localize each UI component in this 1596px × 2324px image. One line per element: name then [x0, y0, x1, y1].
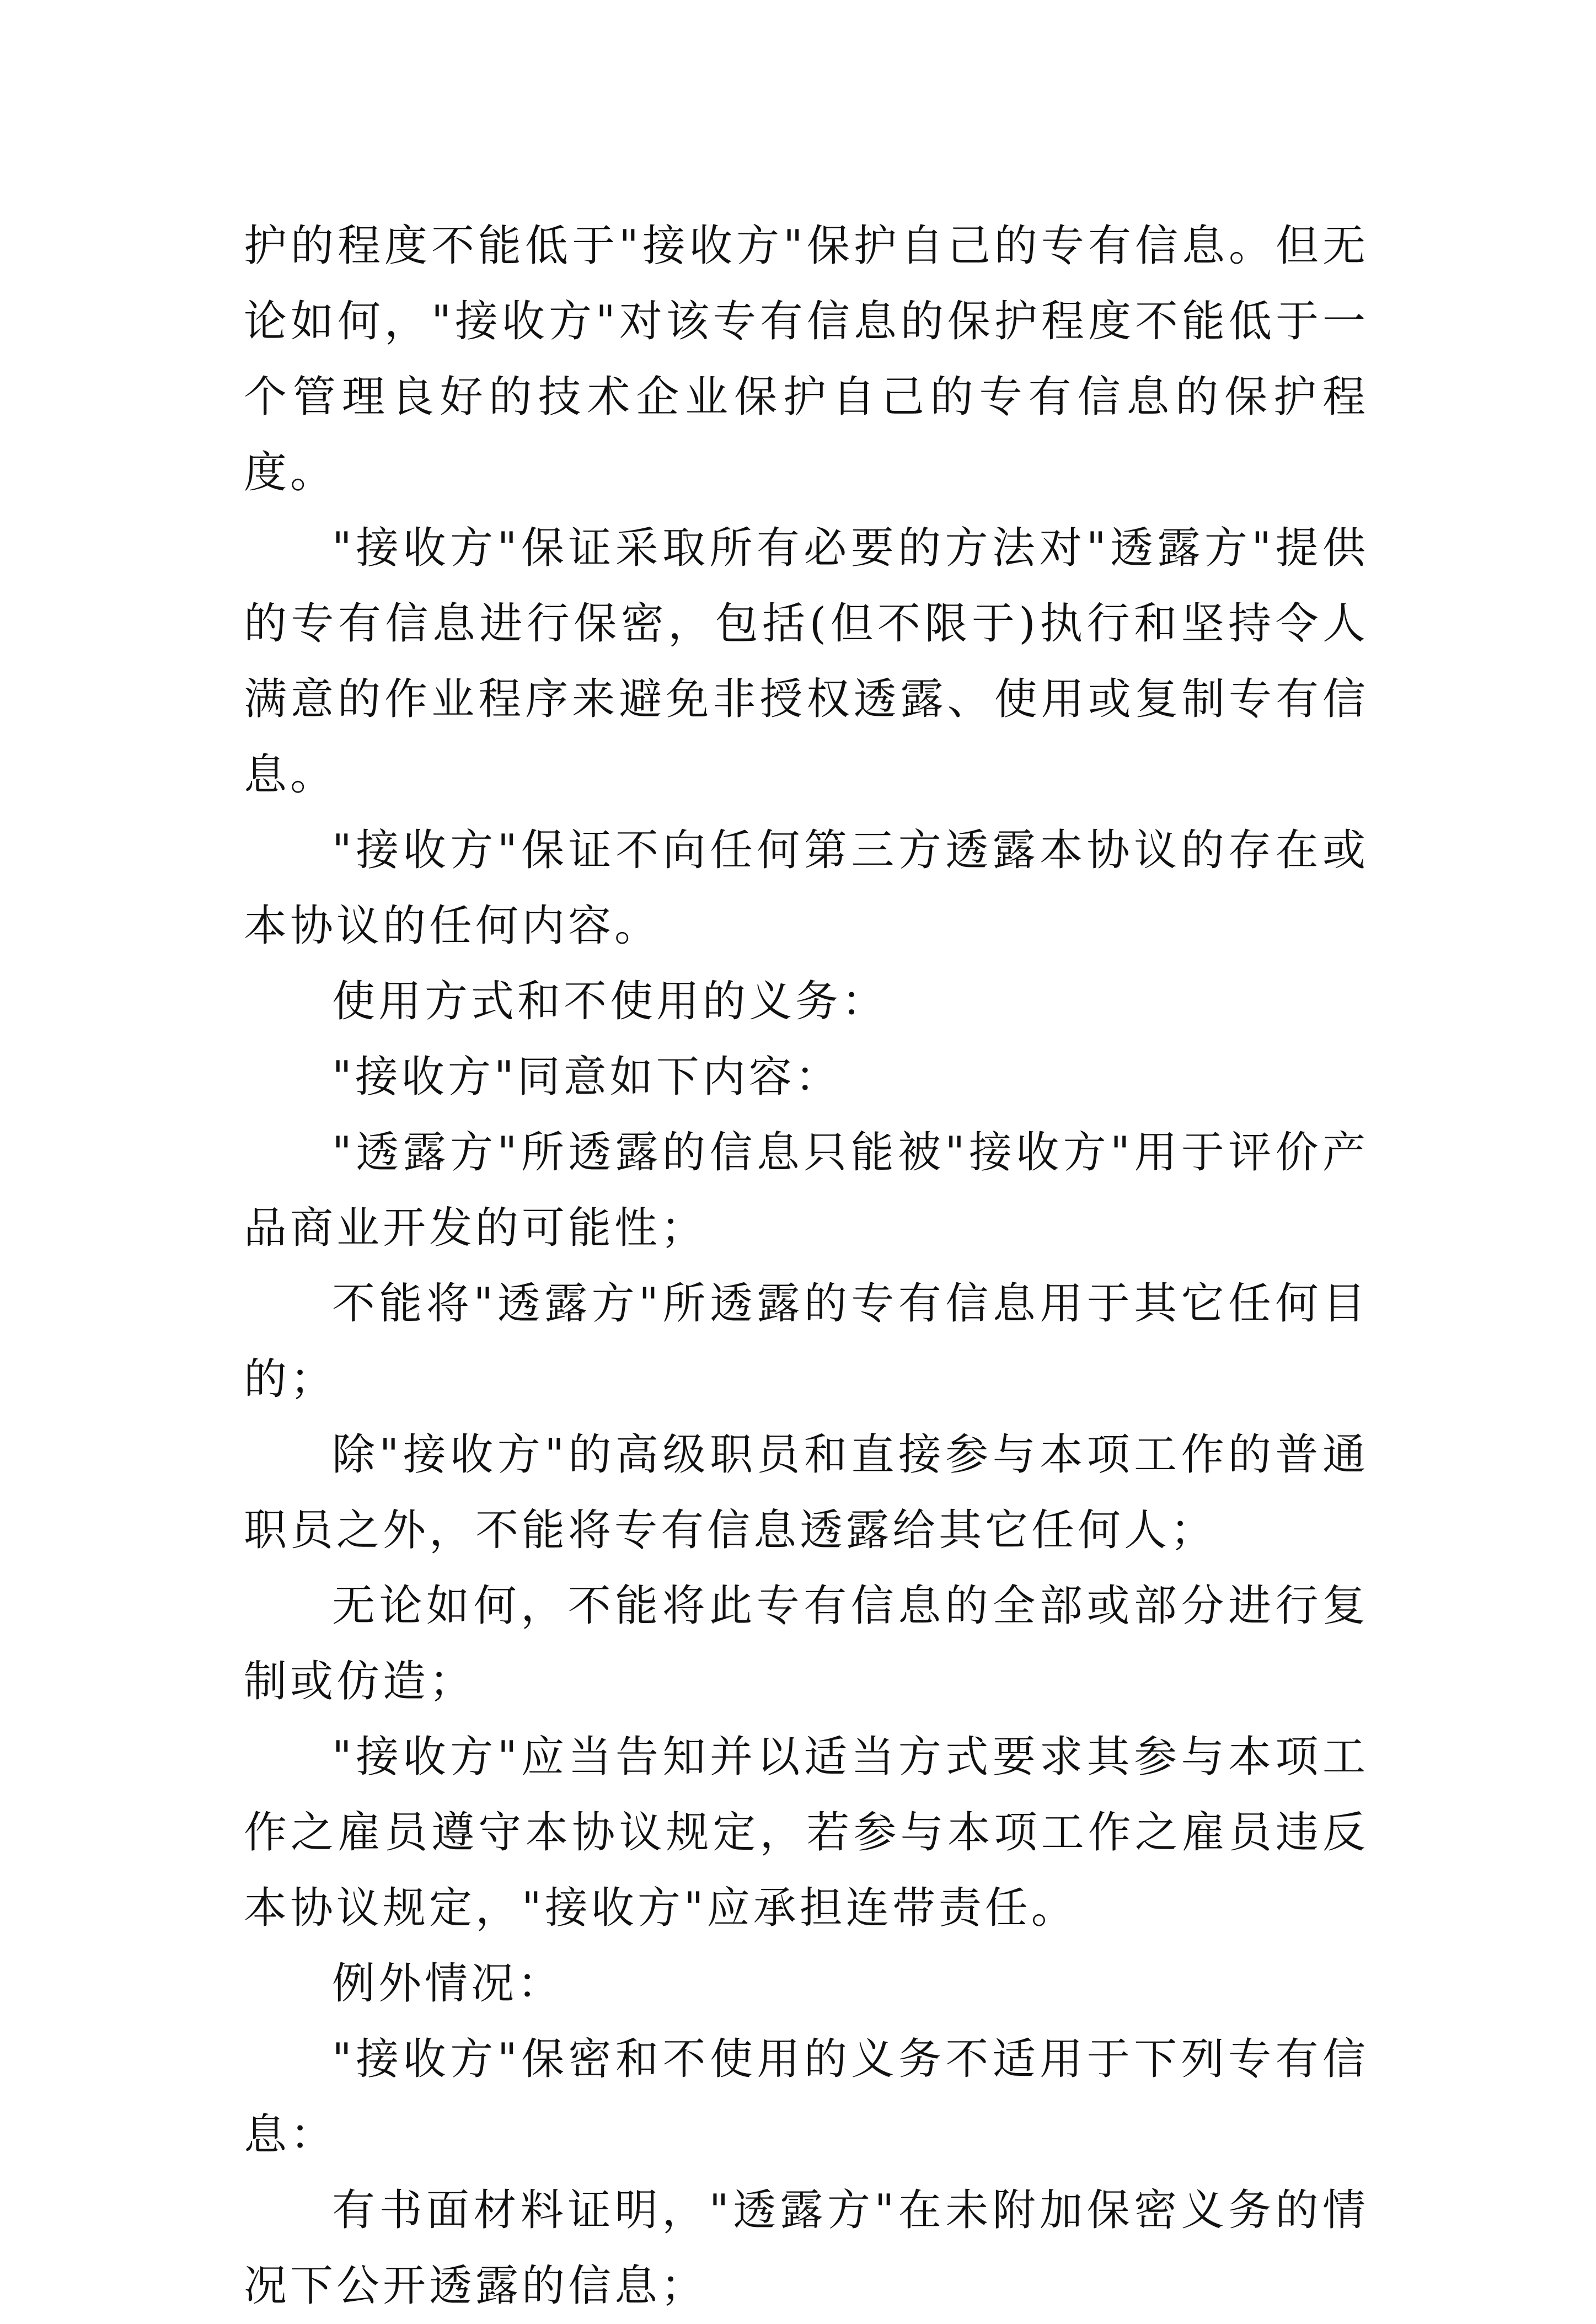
- document-page: [244, 208, 1369, 2324]
- paragraph-confidentiality-measures: "接收方"保证采取所有必要的方法对"透露方"提供的专有信息进行保密，包括(但不限于)执行和坚持令人满意的作业程序来避免非授权透露、使用或复制专有信息。: [244, 523, 1369, 800]
- paragraph-receiver-agrees: "接收方"同意如下内容：: [332, 1052, 842, 1102]
- paragraph-exceptions-intro: "接收方"保密和不使用的义务不适用于下列专有信息：: [244, 2034, 1369, 2160]
- list-item-evaluation-only: "透露方"所透露的信息只能被"接收方"用于评价产品商业开发的可能性；: [244, 1128, 1369, 1253]
- list-item-no-other-purpose: 不能将"透露方"所透露的专有信息用于其它任何目的；: [244, 1279, 1369, 1404]
- list-item-limited-personnel: 除"接收方"的高级职员和直接参与本项工作的普通职员之外，不能将专有信息透露给其它任何人；: [244, 1430, 1369, 1555]
- section-heading-usage-obligations: 使用方式和不使用的义务：: [332, 977, 888, 1026]
- paragraph-no-disclosure-of-agreement: "接收方"保证不向任何第三方透露本协议的存在或本协议的任何内容。: [244, 826, 1369, 951]
- paragraph-protection-degree: 护的程度不能低于"接收方"保护自己的专有信息。但无论如何，"接收方"对该专有信息的保护程度不能低于一个管理良好的技术企业保护自己的专有信息的保护程度。: [244, 221, 1369, 497]
- list-item-no-copying: 无论如何，不能将此专有信息的全部或部分进行复制或仿造；: [244, 1581, 1369, 1706]
- list-item-public-disclosure: 有书面材料证明，"透露方"在未附加保密义务的情况下公开透露的信息；: [244, 2186, 1369, 2311]
- section-heading-exceptions: 例外情况：: [332, 1959, 564, 2009]
- paragraph-employee-obligations: "接收方"应当告知并以适当方式要求其参与本项工作之雇员遵守本协议规定，若参与本项工作之雇员违反本协议规定，"接收方"应承担连带责任。: [244, 1732, 1369, 1933]
